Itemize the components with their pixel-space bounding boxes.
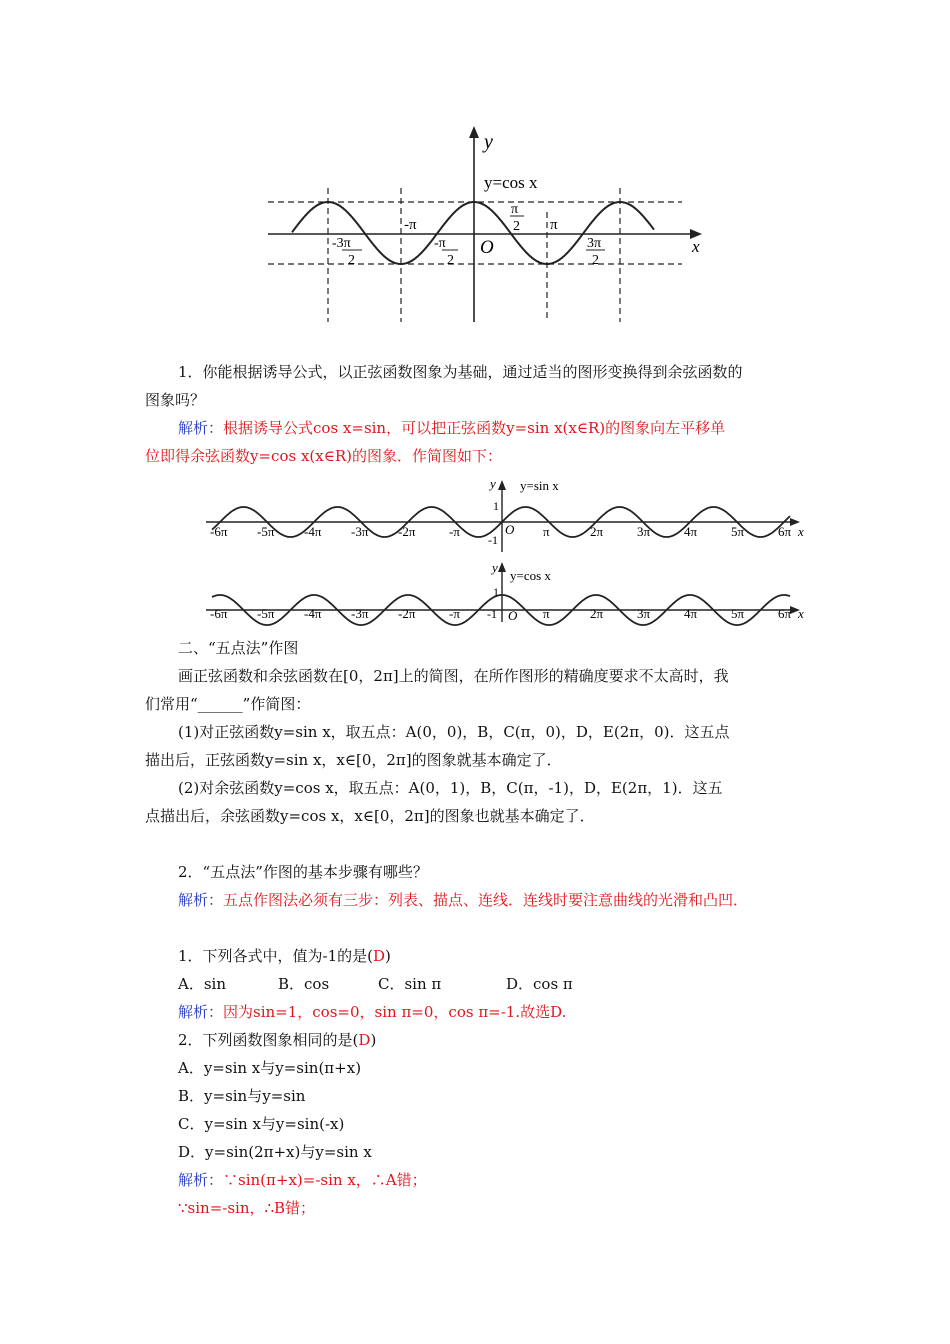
ex2-answer-line2: ∵sin=-sin，∴B错； (178, 1199, 316, 1217)
cos-neg-one-label: -1 (487, 607, 497, 621)
cos-one-label: 1 (493, 585, 499, 599)
ex2-option-c: C．y=sin x与y=sin(-x) (178, 1115, 345, 1133)
q1-answer-line2: 位即得余弦函数y=cos x(x∈R)的图象．作简图如下： (145, 447, 502, 465)
sin-tick-labels (210, 524, 792, 539)
section2-p1a: 画正弦函数和余弦函数在[0，2π]上的简图，在所作图形的精确度要求不太高时，我 (178, 667, 729, 685)
curve-label: y=cos x (484, 173, 538, 192)
cos-tick-7: 2π (590, 606, 604, 621)
sin-tick-7: 2π (590, 524, 604, 539)
tick-pi: π (550, 217, 558, 233)
sin-x-label: x (798, 524, 804, 539)
ex1-stem (178, 946, 391, 966)
x-axis-label: x (692, 237, 700, 256)
cos-tick-4: -2π (398, 606, 416, 621)
cos-tick-5: -π (449, 606, 460, 621)
ex1-answer-text: 因为sin=1，cos=0，sin π=0，cos π=-1.故选D. (223, 1003, 567, 1021)
tick-neg-3pi-2-den: 2 (348, 253, 355, 268)
cos-tick-2: -4π (304, 606, 322, 621)
cos-tick-10: 5π (731, 606, 745, 621)
section2-heading: 二、“五点法”作图 (178, 639, 299, 657)
section2-p2b: 描出后，正弦函数y=sin x，x∈[0，2π]的图象就基本确定了． (145, 751, 562, 769)
sin-tick-1: -5π (257, 524, 275, 539)
origin-label: O (480, 237, 494, 258)
sin-tick-3: -3π (351, 524, 369, 539)
section2-p2a: (1)对正弦函数y=sin x，取五点：A(0，0)，B，C(π，0)，D，E(2π，0)．这五点 (178, 723, 730, 741)
ex1-option-a: A．sin (178, 975, 226, 993)
cosine-graph (262, 122, 712, 332)
sin-tick-6: π (543, 524, 550, 539)
sin-tick-0: -6π (210, 524, 228, 539)
ex2-answer-line1 (178, 1170, 427, 1190)
ex1-option-d: D．cos π (506, 975, 573, 993)
sin-tick-9: 4π (684, 524, 698, 539)
q2-line: 2．“五点法”作图的基本步骤有哪些？ (178, 863, 428, 881)
ex2-stem-close: ) (370, 1031, 377, 1049)
q2-answer-text: 五点作图法必须有三步：列表、描点、连线．连线时要注意曲线的光滑和凸凹． (223, 891, 749, 909)
sin-tick-11: 6π (778, 524, 792, 539)
tick-3pi-2-num: 3π (587, 236, 602, 251)
y-axis-label: y (484, 131, 493, 153)
sin-cos-graphs (200, 476, 812, 626)
cos-origin-label: O (508, 608, 518, 623)
ex2-answer-text1: ∵sin(π+x)=-sin x，∴A错； (223, 1171, 427, 1189)
tick-neg-pi-2-den: 2 (447, 253, 454, 268)
cos-tick-0: -6π (210, 606, 228, 621)
cos-x-label: x (798, 606, 804, 621)
q2-answer (178, 890, 748, 910)
cos-tick-labels (210, 606, 792, 621)
sin-origin-label: O (505, 522, 515, 537)
ex1-answer-line (178, 1002, 566, 1022)
analysis-label: 解析： (178, 1003, 224, 1021)
cos-tick-8: 3π (637, 606, 651, 621)
q1-line1: 1．你能根据诱导公式，以正弦函数图象为基础，通过适当的图形变换得到余弦函数的 (178, 363, 743, 381)
sin-tick-2: -4π (304, 524, 322, 539)
y-axis-arrow (469, 126, 479, 138)
sin-one-label: 1 (493, 499, 499, 513)
section2-p1b: 们常用“______”作简图： (145, 695, 311, 713)
ex2-stem (178, 1030, 376, 1050)
q1-line2: 图象吗？ (145, 391, 206, 409)
sin-y-arrow (498, 480, 506, 490)
ex1-stem-text: 1．下列各式中，值为-1的是( (178, 947, 374, 965)
sin-curve-label: y=sin x (520, 478, 559, 493)
analysis-label: 解析： (178, 419, 224, 437)
ex1-option-c: C．sin π (378, 975, 442, 993)
sin-y-label: y (490, 476, 496, 491)
section2-p3b: 点描出后，余弦函数y=cos x，x∈[0，2π]的图象也就基本确定了． (145, 807, 595, 825)
cos-tick-11: 6π (778, 606, 792, 621)
cos-tick-9: 4π (684, 606, 698, 621)
sin-neg-one-label: -1 (488, 533, 498, 547)
ex1-option-b: B．cos (278, 975, 330, 993)
cos-curve-label: y=cos x (510, 568, 551, 583)
ex1-stem-close: ) (385, 947, 391, 965)
sin-tick-10: 5π (731, 524, 745, 539)
tick-pi-2-den: 2 (513, 219, 520, 234)
cosine-curve (292, 202, 654, 264)
analysis-label: 解析： (178, 1171, 224, 1189)
cos-tick-6: π (543, 606, 550, 621)
sin-tick-5: -π (449, 524, 460, 539)
tick-neg-pi-2-num: -π (434, 236, 446, 251)
section2-p3a: (2)对余弦函数y=cos x，取五点：A(0，1)，B，C(π，-1)，D，E(2π，1)．这五 (178, 779, 723, 797)
ex2-answer: D (358, 1031, 371, 1049)
sin-tick-4: -2π (398, 524, 416, 539)
cos-tick-1: -5π (257, 606, 275, 621)
cos-y-arrow (498, 562, 506, 572)
cos-tick-3: -3π (351, 606, 369, 621)
tick-neg-pi: -π (404, 217, 417, 233)
ex2-option-d: D．y=sin(2π+x)与y=sin x (178, 1143, 372, 1161)
tick-3pi-2-den: 2 (592, 253, 599, 268)
ex1-options (178, 974, 573, 994)
ex2-stem-text: 2．下列函数图象相同的是( (178, 1031, 359, 1049)
cos-y-label: y (492, 560, 498, 575)
sin-tick-8: 3π (637, 524, 651, 539)
ex1-answer: D (373, 947, 386, 965)
q1-answer-text1: 根据诱导公式cos x=sin，可以把正弦函数y=sin x(x∈R)的图象向左平移单 (223, 419, 726, 437)
ex2-option-b: B．y=sin与y=sin (178, 1087, 306, 1105)
analysis-label: 解析： (178, 891, 224, 909)
tick-pi-2-num: π (511, 202, 519, 217)
tick-neg-3pi-2-num: -3π (332, 236, 351, 251)
q1-answer-line1 (178, 418, 725, 438)
ex2-option-a: A．y=sin x与y=sin(π+x) (178, 1059, 362, 1077)
